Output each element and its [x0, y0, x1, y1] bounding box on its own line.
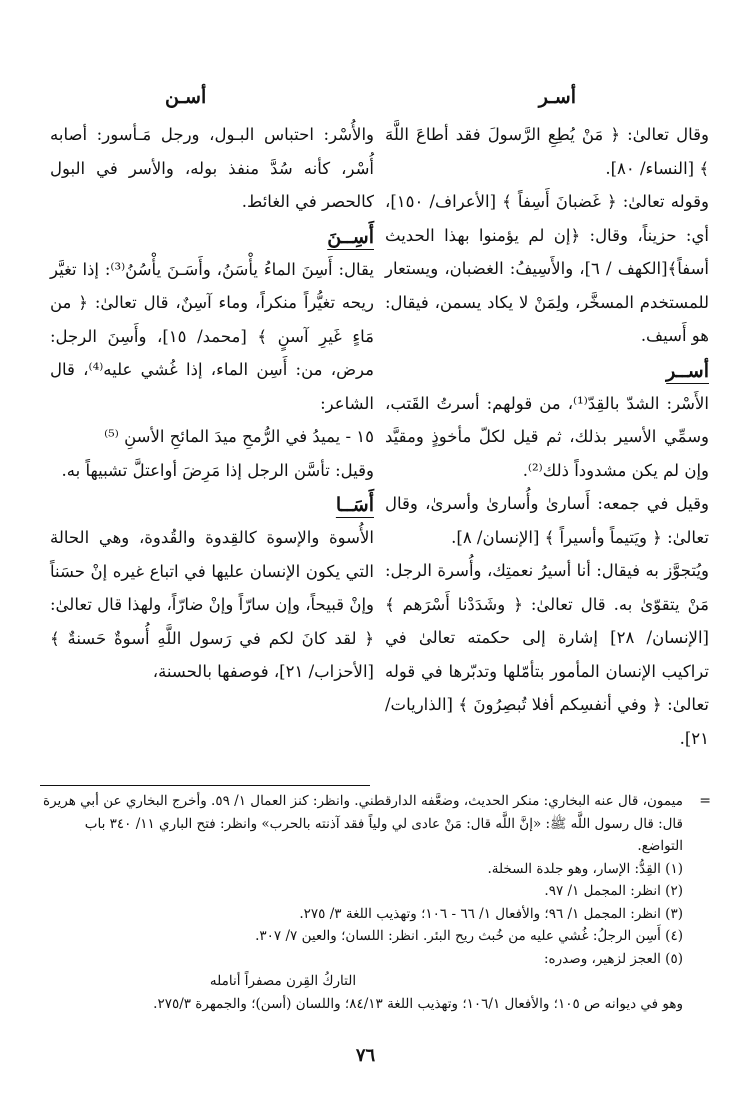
paragraph: والأُسْر: احتباس البـول، ورجل مَـأسور: أصابه أُسْر، كأنه سُدَّ منفذ بوله، والأسر في البول كالحصر في الغائط.	[50, 125, 374, 211]
page-number: ٧٦	[355, 1045, 376, 1066]
header-right-entry: أسـر	[538, 86, 576, 108]
footnote: (٢) انظر: المجمل ١/ ٩٧.	[544, 883, 683, 899]
paragraph: الأُسوة والإسوة كالقِدوة والقُدوة، وهي الحالة التي يكون الإنسان عليها في اتباع غيره إنْ حسَناً وإنْ قبيحاً، وإن سارّاً وإنْ ضارّاً، ولهذا قال تعالىٰ: ﴿ لقد كانَ لكم في رَسول اللَّهِ أُسوةٌ حَسنةٌ ﴾ [الأحزاب/ ٢١]، فوصفها بالحسنة،	[50, 528, 374, 681]
paragraph: الأَسْر: الشدّ بالقِدّ⁽¹⁾، من قولهم: أسرتُ القَتب، وسمِّي الأسير بذلك، ثم قيل لكلّ مأخوذٍ ومقيَّد وإن لم يكن مشدوداً ذلك⁽²⁾.	[385, 393, 710, 480]
left-column	[50, 118, 374, 689]
footnotes	[43, 790, 711, 1015]
footnote: وهو في ديوانه ص ١٠٥؛ والأفعال ١٠٦/١؛ وتهذيب اللغة ٨٤/١٣؛ واللسان (أسن)؛ والجمهرة ٢٧٥/٣.	[153, 995, 683, 1012]
right-column	[385, 118, 709, 755]
paragraph: وقيل: تأسَّن الرجل إذا مَرِضَ أواعتلَّ تشبيهاً به.	[61, 460, 374, 480]
paragraph: وقال تعالىٰ: ﴿ مَنْ يُطِعِ الرَّسولَ فقد أطاعَ اللَّهَ ﴾ [النساء/ ٨٠].	[385, 125, 709, 178]
paragraph: ويُتجوَّز به فيقال: أنا أسيرُ نعمتِك، وأُسرة الرجل: مَنْ يتقوّىٰ به. قال تعالىٰ: ﴿ وشَدَدْنا أَسْرَهم ﴾ [الإنسان/ ٢٨] إشارة إلى حكمته تعالىٰ في تراكيب الإنسان المأمور بتأمّلها وتدبّرها في قوله تعالىٰ: ﴿ وفي أنفسِكم أفلا تُبصِرُونَ ﴾ [الذاريات/ ٢١].	[385, 561, 709, 748]
entry-heading: أَسِــنَ	[327, 225, 374, 248]
paragraph: يقال: أَسِنَ الماءُ يأْسَنُ، وأَسَـنَ يأْسُنُ⁽³⁾: إذا تغيَّر ريحه تغيُّراً منكراً، وماء آسِنٌ، قال تعالىٰ: ﴿ من مَاءٍ غَيرِ آسنٍ ﴾ [محمد/ ١٥]، وأَسِنَ الرجل: مرض، من: أَسِن الماء، إذا غُشي عليه⁽⁴⁾، قال الشاعر:	[50, 259, 374, 413]
footnote-divider	[40, 785, 370, 786]
paragraph: وقيل في جمعه: أَسارىٰ وأُسارىٰ وأسرىٰ، وقال تعالىٰ: ﴿ ويَتيماً وأسيراً ﴾ [الإنسان/ ٨].	[385, 494, 709, 547]
footnote: (١) القِدُّ: الإسار، وهو جلدة السخلة.	[487, 860, 683, 877]
footnote: ميمون، قال عنه البخاري: منكر الحديث، وضعَّفه الدارقطني. وانظر: كنز العمال ١/ ٥٩. وأخرج البخاري عن أبي هريرة قال: قال رسول اللَّه ﷺ: «إنَّ اللَّه قال: مَنْ عادى لي ولياً فقد آذنته بالحرب» وانظر: فتح الباري ١١/ ٣٤٠ باب التواضع.	[43, 793, 683, 854]
footnote-verse: التاركُ القِرن مصفراً أنامله	[209, 973, 357, 989]
paragraph: وقوله تعالىٰ: ﴿ غَضبانَ أَسِفاً ﴾ [الأعراف/ ١٥٠]، أي: حزيناً، وقال: ﴿إن لم يؤمنوا بهذا الحديث أسفاً﴾[الكهف / ٦]، والأَسِيفُ: الغضبان، ويستعار للمستخدم المسخَّر، ولِمَنْ لا يكاد يسمن، فيقال: هو أَسيف.	[385, 192, 709, 345]
poetry-verse: ١٥ - يميدُ في الرُّمحِ ميدَ المائحِ الأسنِ ⁽⁵⁾	[104, 427, 374, 446]
footnote: (٣) انظر: المجمل ١/ ٩٦؛ والأفعال ١/ ٦٦ - ١٠٦؛ وتهذيب اللغة ٣/ ٢٧٥.	[299, 905, 683, 922]
entry-heading: أســر	[666, 359, 709, 382]
header-left-entry: أسـن	[165, 86, 207, 108]
footnote: (٥) العجز لزهير، وصدره:	[544, 950, 683, 967]
footnote: (٤) أَسِن الرجلُ: غُشي عليه من خُبث ريح البئر. انظر: اللسان؛ والعين ٧/ ٣٠٧.	[255, 928, 683, 944]
entry-heading: أَسَــا	[335, 494, 374, 516]
page-header	[0, 86, 731, 116]
footnote-continuation-marker: =	[699, 793, 711, 809]
